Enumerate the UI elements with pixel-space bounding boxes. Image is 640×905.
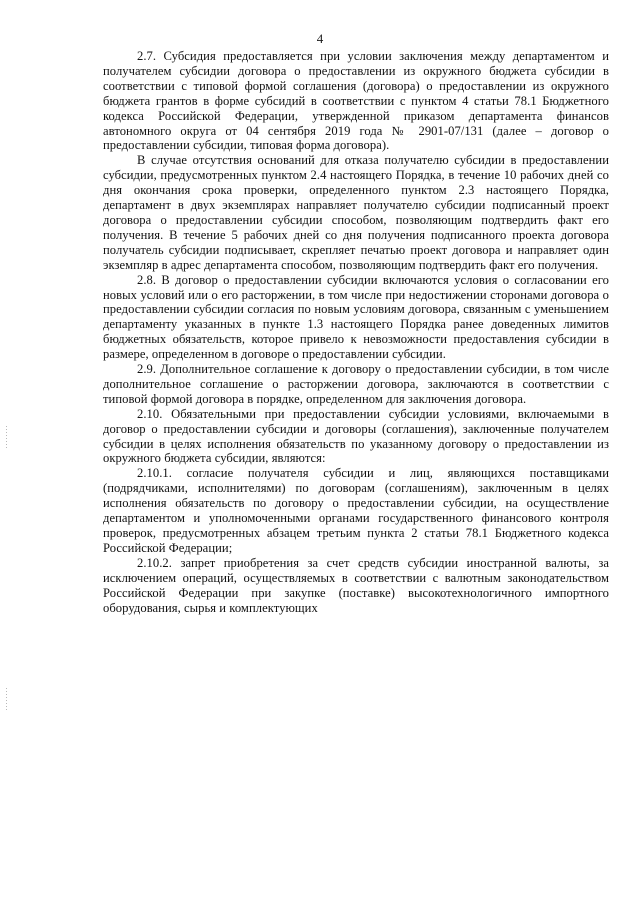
scan-margin-mark [6, 426, 7, 448]
paragraph-2-9: 2.9. Дополнительное соглашение к договору о предоставлении субсидии, в том числе дополнительное соглашение о расторжении договора, заключаются в соответствии с типовой формой договора в порядке, определенном для заключения договора. [103, 362, 609, 406]
document-body [103, 49, 609, 615]
scan-margin-mark [6, 688, 7, 712]
paragraph-contract-procedure: В случае отсутствия оснований для отказа получателю субсидии в предоставлении субсидии, предусмотренных пунктом 2.4 настоящего Порядка, в течение 10 рабочих дней со дня окончания срока проверки, определенного пунктом 2.3 настоящего Порядка, департамент в двух экземплярах направляет получателю субсидии подписанный проект договора о предоставлении субсидии способом, позволяющим подтвердить факт его получения. В течение 5 рабочих дней со дня получения подписанного проекта договора получатель субсидии подписывает, скрепляет печатью проект договора и направляет один экземпляр в адрес департамента способом, позволяющим подтвердить факт его получения. [103, 153, 609, 272]
paragraph-2-10-2: 2.10.2. запрет приобретения за счет средств субсидии иностранной валюты, за исключением операций, осуществляемых в соответствии с валютным законодательством Российской Федерации при закупке (поставке) высокотехнологичного импортного оборудования, сырья и комплектующих [103, 555, 609, 615]
paragraph-2-8: 2.8. В договор о предоставлении субсидии включаются условия о согласовании его новых условий или о его расторжении, в том числе при недостижении сторонами договора о предоставлении субсидии согласия по новым условиям договора, связанным с уменьшением департаменту указанных в пункте 1.3 настоящего Порядка ранее доведенных лимитов бюджетных обязательств, которое привело к невозможности предоставления субсидии в размере, определенном в договоре о предоставлении субсидии. [103, 272, 609, 362]
paragraph-2-10-1: 2.10.1. согласие получателя субсидии и лиц, являющихся поставщиками (подрядчиками, исполнителями) по договорам (соглашениям), заключенным в целях исполнения обязательств по договору о предоставлении субсидии, на осуществление департаментом и уполномоченными органами государственного финансового контроля проверок, предусмотренных абзацем третьим пункта 2 статьи 78.1 Бюджетного кодекса Российской Федерации; [103, 466, 609, 555]
paragraph-2-7: 2.7. Субсидия предоставляется при условии заключения между департаментом и получателем субсидии договора о предоставлении из окружного бюджета субсидии в соответствии с типовой формой соглашения (договора) о предоставлении из окружного бюджета грантов в форме субсидий в соответствии с пунктом 4 статьи 78.1 Бюджетного кодекса Российской Федерации, утвержденной приказом департамента финансов автономного округа от 04 сентября 2019 года № 2901-07/131 (далее – договор о предоставлении субсидии, типовая форма договора). [103, 49, 609, 153]
paragraph-2-10: 2.10. Обязательными при предоставлении субсидии условиями, включаемыми в договор о предоставлении субсидии и договоры (соглашения), заключенные получателем субсидии в целях исполнения обязательств по указанному договору о предоставлении из окружного бюджета субсидии, являются: [103, 406, 609, 466]
page-number: 4 [316, 31, 324, 46]
